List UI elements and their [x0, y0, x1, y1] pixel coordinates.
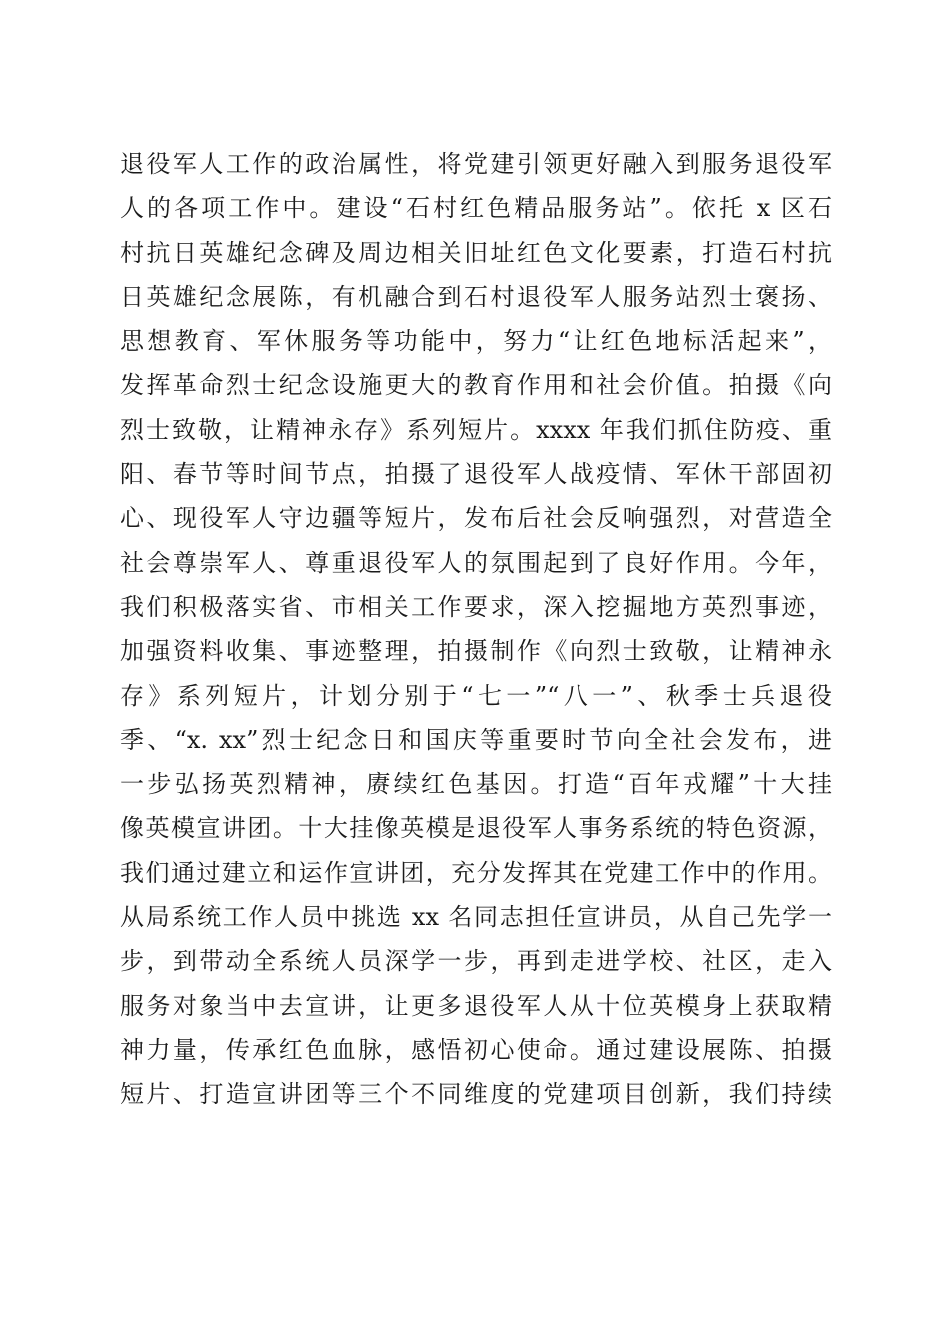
text-line: 我们积极落实省、市相关工作要求，深入挖掘地方英烈事迹，	[120, 592, 832, 621]
text-line: 村抗日英雄纪念碑及周边相关旧址红色文化要素，打造石村抗	[120, 238, 832, 267]
text-line: 步，到带动全系统人员深学一步，再到走进学校、社区，走入	[120, 947, 832, 976]
text-line: 我们通过建立和运作宣讲团，充分发挥其在党建工作中的作用。	[120, 858, 832, 887]
text-line: 发挥革命烈士纪念设施更大的教育作用和社会价值。拍摄《向	[120, 371, 832, 400]
text-line: 加强资料收集、事迹整理，拍摄制作《向烈士致敬，让精神永	[120, 637, 832, 666]
text-line: 短片、打造宣讲团等三个不同维度的党建项目创新，我们持续	[120, 1080, 832, 1109]
text-line: 服务对象当中去宣讲，让更多退役军人从十位英模身上获取精	[120, 991, 832, 1020]
text-line: 心、现役军人守边疆等短片，发布后社会反响强烈，对营造全	[120, 504, 832, 533]
text-line: 神力量，传承红色血脉，感悟初心使命。通过建设展陈、拍摄	[120, 1035, 832, 1064]
text-line: 存》系列短片，计划分别于“七一”“八一”、秋季士兵退役	[120, 681, 832, 710]
text-line: 季、“x. xx”烈士纪念日和国庆等重要时节向全社会发布，进	[120, 725, 832, 754]
body-paragraph	[120, 142, 832, 1117]
text-line: 从局系统工作人员中挑选 xx 名同志担任宣讲员，从自己先学一	[120, 903, 832, 932]
text-line: 社会尊崇军人、尊重退役军人的氛围起到了良好作用。今年，	[120, 548, 832, 577]
text-line: 退役军人工作的政治属性，将党建引领更好融入到服务退役军	[120, 150, 832, 178]
text-line: 思想教育、军休服务等功能中，努力“让红色地标活起来”，	[120, 327, 832, 356]
text-line: 烈士致敬，让精神永存》系列短片。xxxx 年我们抓住防疫、重	[120, 415, 832, 444]
text-line: 人的各项工作中。建设“石村红色精品服务站”。依托 x 区石	[120, 194, 832, 223]
text-line: 日英雄纪念展陈，有机融合到石村退役军人服务站烈士褒扬、	[120, 282, 832, 311]
text-line: 一步弘扬英烈精神，赓续红色基因。打造“百年戎耀”十大挂	[120, 770, 832, 799]
text-line: 像英模宣讲团。十大挂像英模是退役军人事务系统的特色资源，	[120, 814, 832, 843]
text-line: 阳、春节等时间节点，拍摄了退役军人战疫情、军休干部固初	[120, 460, 832, 489]
